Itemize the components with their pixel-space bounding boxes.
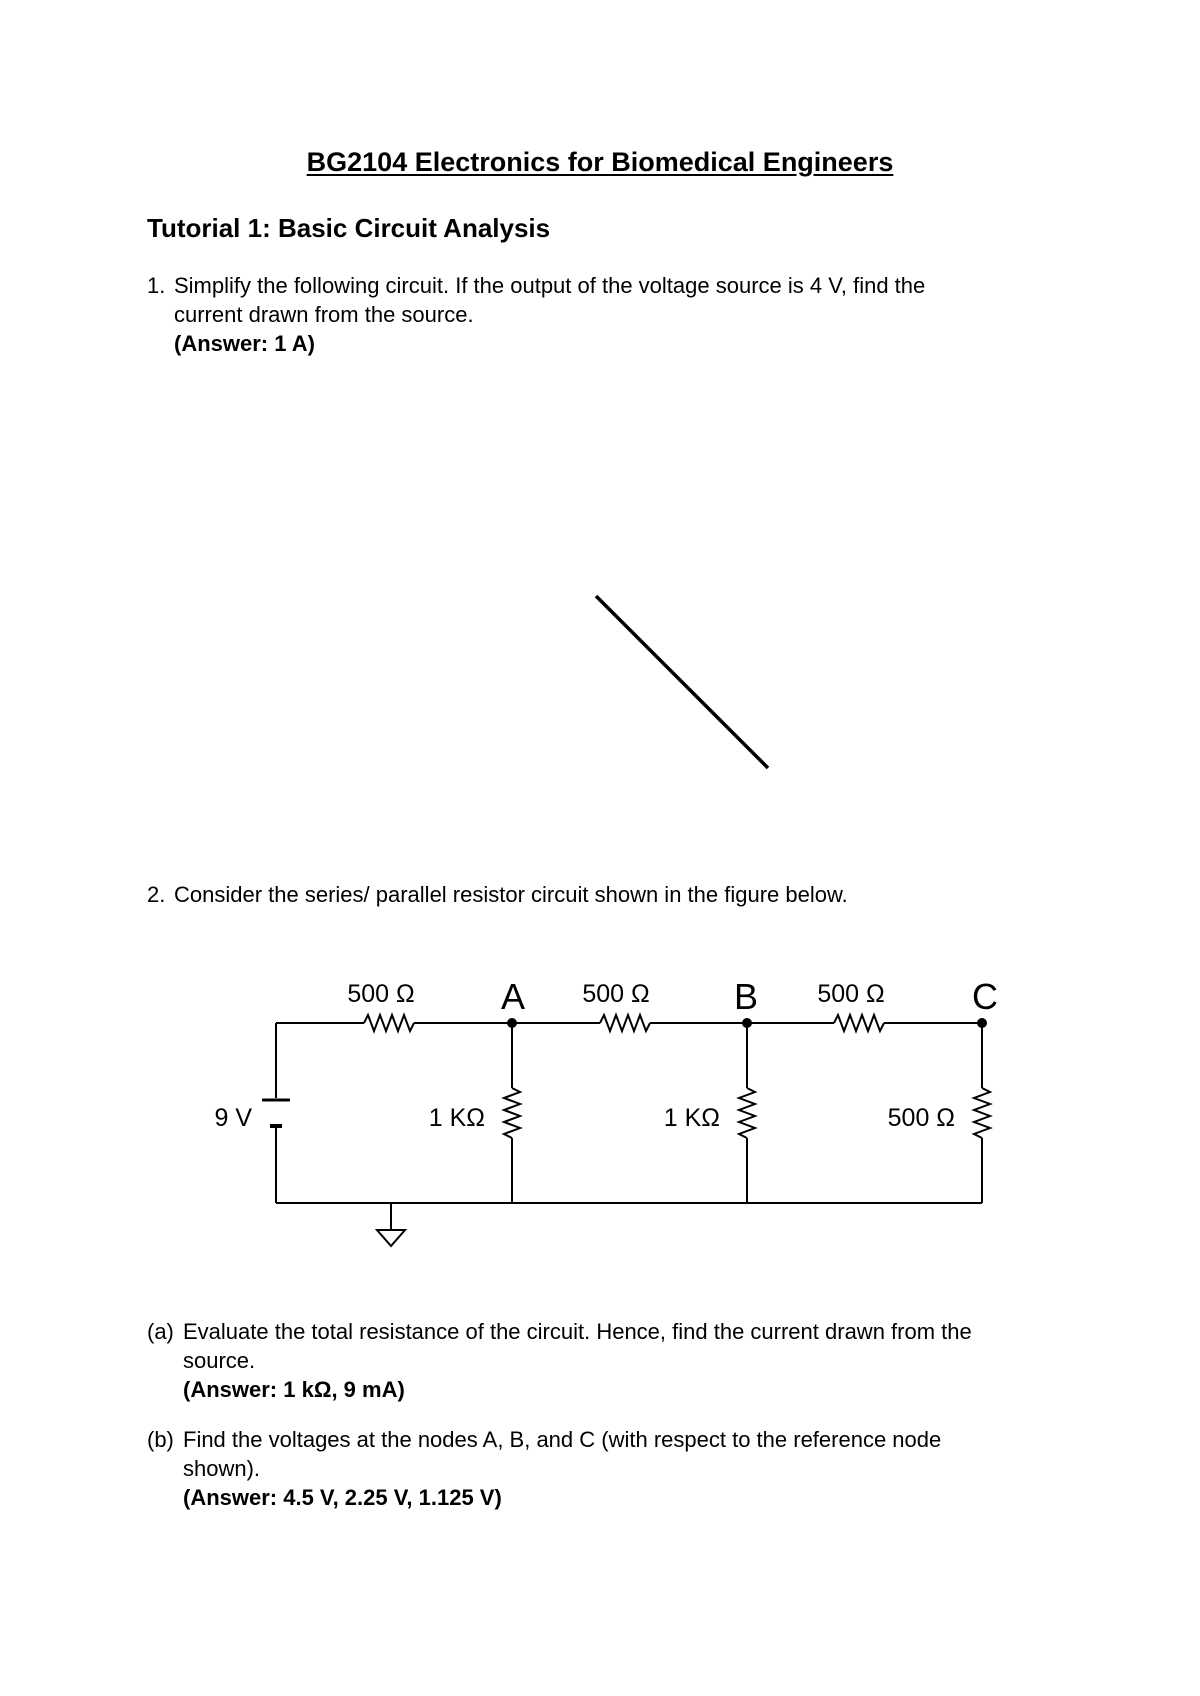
part-b-line-2: shown). (183, 1456, 261, 1481)
part-a-label: (a) (147, 1319, 174, 1344)
resistor-shunt-a (504, 1088, 520, 1138)
part-b-label: (b) (147, 1427, 174, 1452)
tutorial-title: Tutorial 1: Basic Circuit Analysis (147, 213, 551, 243)
node-c-dot (977, 1018, 987, 1028)
resistor-shunt-c (974, 1088, 990, 1138)
part-a-line-1: Evaluate the total resistance of the circuit. Hence, find the current drawn from the (183, 1319, 972, 1344)
question-1-line-2: current drawn from the source. (174, 302, 474, 327)
question-1-answer: (Answer: 1 A) (174, 331, 315, 356)
resistor-top-1-label: 500 Ω (347, 980, 415, 1008)
resistor-top-2-label: 500 Ω (582, 980, 650, 1008)
resistor-shunt-a-label: 1 KΩ (428, 1104, 485, 1132)
resistor-top-3 (834, 1015, 884, 1031)
node-b-dot (742, 1018, 752, 1028)
node-a-label: A (500, 976, 526, 1017)
resistor-shunt-b-label: 1 KΩ (663, 1104, 720, 1132)
part-b-answer: (Answer: 4.5 V, 2.25 V, 1.125 V) (183, 1485, 502, 1510)
node-a-dot (507, 1018, 517, 1028)
resistor-top-1 (364, 1015, 414, 1031)
course-title: BG2104 Electronics for Biomedical Engineers (306, 147, 894, 177)
resistor-shunt-b (739, 1088, 755, 1138)
source-label: 9 V (214, 1104, 252, 1132)
part-a-answer: (Answer: 1 kΩ, 9 mA) (183, 1377, 405, 1402)
node-c-label: C (972, 976, 998, 1017)
part-b-line-1: Find the voltages at the nodes A, B, and C (with respect to the reference node (183, 1427, 942, 1452)
ground-symbol (377, 1230, 405, 1246)
question-1-number: 1. (147, 273, 166, 298)
battery-symbol (262, 1100, 290, 1126)
resistor-top-2 (600, 1015, 650, 1031)
part-a-line-2: source. (183, 1348, 256, 1373)
question-2-number: 2. (147, 882, 166, 907)
resistor-top-3-label: 500 Ω (817, 980, 885, 1008)
question-1-line-1: Simplify the following circuit. If the output of the voltage source is 4 V, find the (174, 273, 926, 298)
question-2-text: Consider the series/ parallel resistor circuit shown in the figure below. (174, 882, 848, 907)
node-b-label: B (733, 976, 759, 1017)
resistor-shunt-c-label: 500 Ω (887, 1104, 955, 1132)
